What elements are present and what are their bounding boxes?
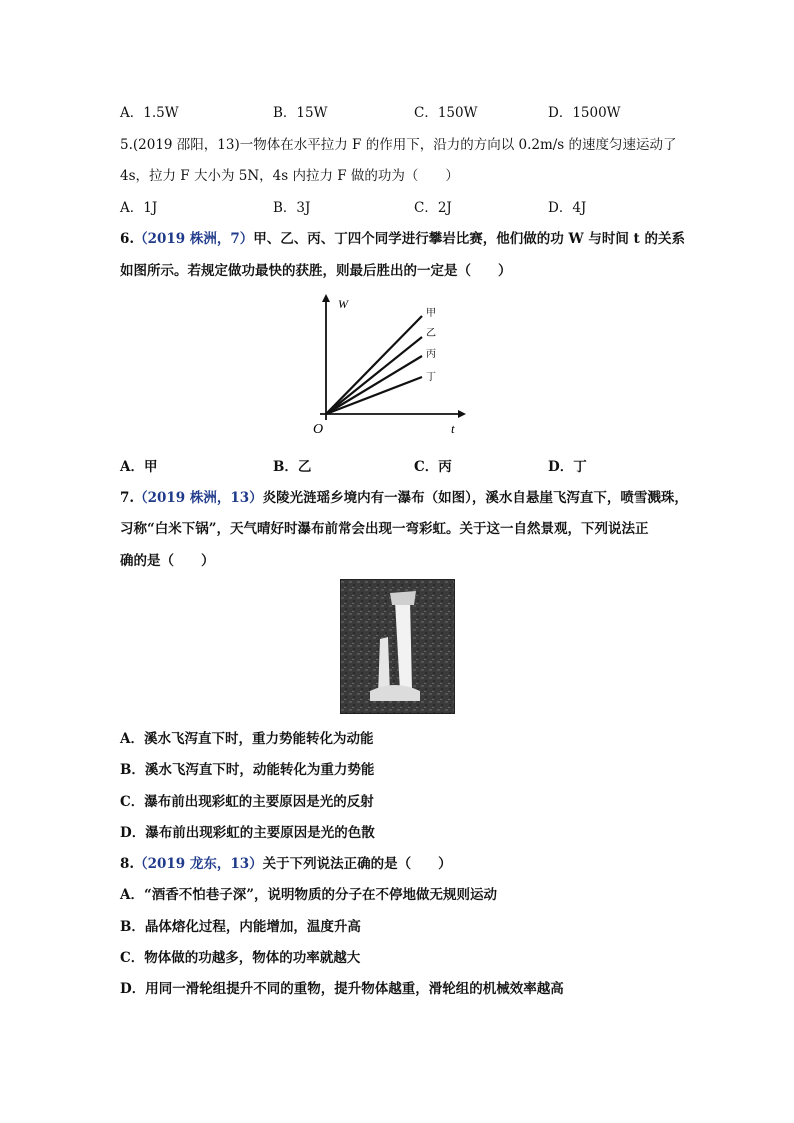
q6-number: 6. (120, 231, 135, 247)
series-label-ding: 丁 (426, 372, 436, 383)
x-axis-arrow (458, 410, 466, 418)
q5-option-b: B．3J (273, 200, 311, 216)
q7-stem-line3: 确的是（ ） (120, 553, 215, 569)
x-axis-label: t (451, 421, 455, 436)
q7-option-b: B．溪水飞泻直下时，动能转化为重力势能 (120, 762, 375, 778)
series-label-bing: 丙 (426, 349, 436, 360)
q7-stem-line1 (120, 489, 688, 507)
q6-stem-line1 (120, 230, 685, 248)
q7-stem-text: 炎陵光涟瑶乡境内有一瀑布（如图），溪水自悬崖飞泻直下，喷雪溅珠， (262, 490, 688, 506)
series-line-yi (326, 337, 422, 414)
q8-number: 8. (120, 856, 135, 872)
q7-source: （2019 株洲，13） (134, 490, 263, 506)
origin-label: O (313, 422, 324, 437)
waterfall-upper-mist (390, 591, 416, 605)
series-line-ding (326, 377, 422, 414)
q5-option-c: C．2J (414, 200, 452, 216)
q5-option-a: A．1J (120, 200, 158, 216)
q7-number: 7. (120, 490, 135, 506)
q6-option-d: D．丁 (548, 459, 587, 475)
q6-option-a: A．甲 (120, 459, 158, 475)
q6-stem-text: 甲、乙、丙、丁四个同学进行攀岩比赛，他们做的功 W 与时间 t 的关系 (253, 231, 685, 247)
q4-option-a: A．1.5W (120, 105, 179, 121)
series-label-jia: 甲 (426, 308, 436, 319)
waterfall-photo (340, 579, 455, 714)
q4-option-d: D．1500W (548, 105, 621, 121)
q6-stem-line2: 如图所示。若规定做功最快的获胜，则最后胜出的一定是（ ） (120, 263, 512, 279)
q6-source: （2019 株洲，7） (134, 231, 254, 247)
q6-option-b: B．乙 (273, 459, 312, 475)
q8-option-a: A．“酒香不怕巷子深”，说明物质的分子在不停地做无规则运动 (120, 887, 498, 903)
q7-option-a: A．溪水飞泻直下时，重力势能转化为动能 (120, 731, 374, 747)
q8-option-b: B．晶体熔化过程，内能增加，温度升高 (120, 919, 361, 935)
q8-stem-line1 (120, 855, 452, 873)
q4-option-b: B．15W (273, 105, 328, 121)
y-axis-arrow (322, 294, 330, 302)
q6-option-c: C．丙 (414, 459, 452, 475)
q5-stem-line1: 5.(2019 邵阳，13)一物体在水平拉力 F 的作用下，沿力的方向以 0.2m/s 的速度匀速运动了 (120, 137, 677, 153)
q8-source: （2019 龙东，13） (134, 856, 263, 872)
y-axis-label: W (338, 297, 348, 311)
q8-option-d: D．用同一滑轮组提升不同的重物，提升物体越重，滑轮组的机械效率越高 (120, 981, 564, 997)
q5-option-d: D．4J (548, 200, 587, 216)
q7-option-d: D．瀑布前出现彩虹的主要原因是光的色散 (120, 825, 375, 841)
q7-stem-line2: 习称“白米下锅”，天气晴好时瀑布前常会出现一弯彩虹。关于这一自然景观，下列说法正 (120, 521, 649, 537)
q7-option-c: C．瀑布前出现彩虹的主要原因是光的反射 (120, 794, 374, 810)
q8-stem-text: 关于下列说法正确的是（ ） (262, 856, 452, 872)
q4-option-c: C．150W (414, 105, 478, 121)
q5-stem-line2: 4s，拉力 F 大小为 5N，4s 内拉力 F 做的功为（ ） (120, 168, 459, 184)
series-label-yi: 乙 (426, 328, 436, 339)
work-time-graph (308, 290, 468, 440)
q8-option-c: C．物体做的功越多，物体的功率就越大 (120, 950, 361, 966)
